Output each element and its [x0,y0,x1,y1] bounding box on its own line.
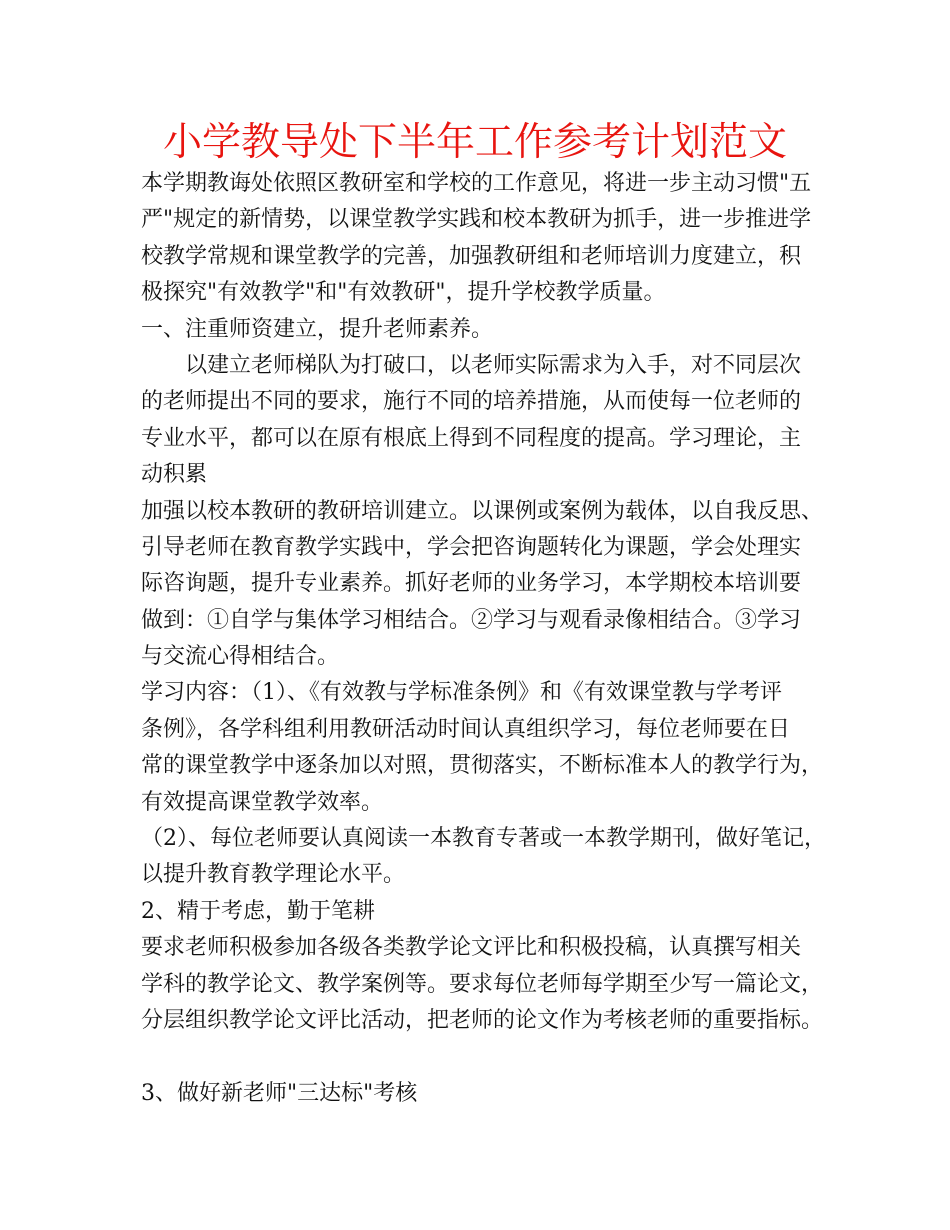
text-line: 2、精于考虑，勤于笔耕 [141,898,375,924]
text-line: 要求老师积极参加各级各类教学论文评比和积极投稿，认真撰写相关 [141,935,802,961]
text-line: 3、做好新老师"三达标"考核 [141,1080,418,1106]
text-line: 的老师提出不同的要求，施行不同的培养措施，从而使每一位老师的 [141,389,802,415]
document-body [141,166,831,1112]
paragraph-gap [141,1039,831,1075]
text-line: 以建立老师梯队为打破口，以老师实际需求为入手，对不同层次 [141,352,802,378]
text-line: 本学期教诲处依照区教研室和学校的工作意见，将进一步主动习惯"五 [141,171,812,196]
text-line: 严"规定的新情势，以课堂教学实践和校本教研为抓手，进一步推进学 [141,207,812,233]
text-line: 以提升教育教学理论水平。 [141,862,406,888]
text-line: 做到：①自学与集体学习相结合。②学习与观看录像相结合。③学习 [141,607,802,633]
text-line: 一、注重师资建立，提升老师素养。 [141,316,494,342]
text-line: 常的课堂教学中逐条加以对照，贯彻落实，不断标准本人的教学行为， [141,753,824,779]
text-line: （2）、每位老师要认真阅读一本教育专著或一本教学期刊，做好笔记， [141,826,826,852]
text-line: 有效提高课堂教学效率。 [141,789,384,815]
text-line: 加强以校本教研的教研培训建立。以课例或案例为载体，以自我反思、 [141,498,824,524]
text-line: 与交流心得相结合。 [141,644,340,670]
text-line: 学习内容：（1）、《有效教与学标准条例》和《有效课堂教与学考评 [141,680,782,706]
text-line: 引导老师在教育教学实践中，学会把咨询题转化为课题，学会处理实 [141,534,802,560]
text-line: 校教学常规和课堂教学的完善，加强教研组和老师培训力度建立，积 [141,243,802,269]
text-line: 学科的教学论文、教学案例等。要求每位老师每学期至少写一篇论文， [141,971,824,997]
text-line: 专业水平，都可以在原有根底上得到不同程度的提高。学习理论，主 [141,425,802,451]
text-line: 极探究"有效教学"和"有效教研"，提升学校教学质量。 [141,280,666,306]
document-title: 小学教导处下半年工作参考计划范文 [162,120,787,165]
text-line: 际咨询题，提升专业素养。抓好老师的业务学习，本学期校本培训要 [141,571,802,597]
text-line: 分层组织教学论文评比活动，把老师的论文作为考核老师的重要指标。 [141,1007,824,1033]
text-line: 条例》，各学科组利用教研活动时间认真组织学习，每位老师要在日 [141,716,791,742]
text-line: 动积累 [141,462,208,488]
